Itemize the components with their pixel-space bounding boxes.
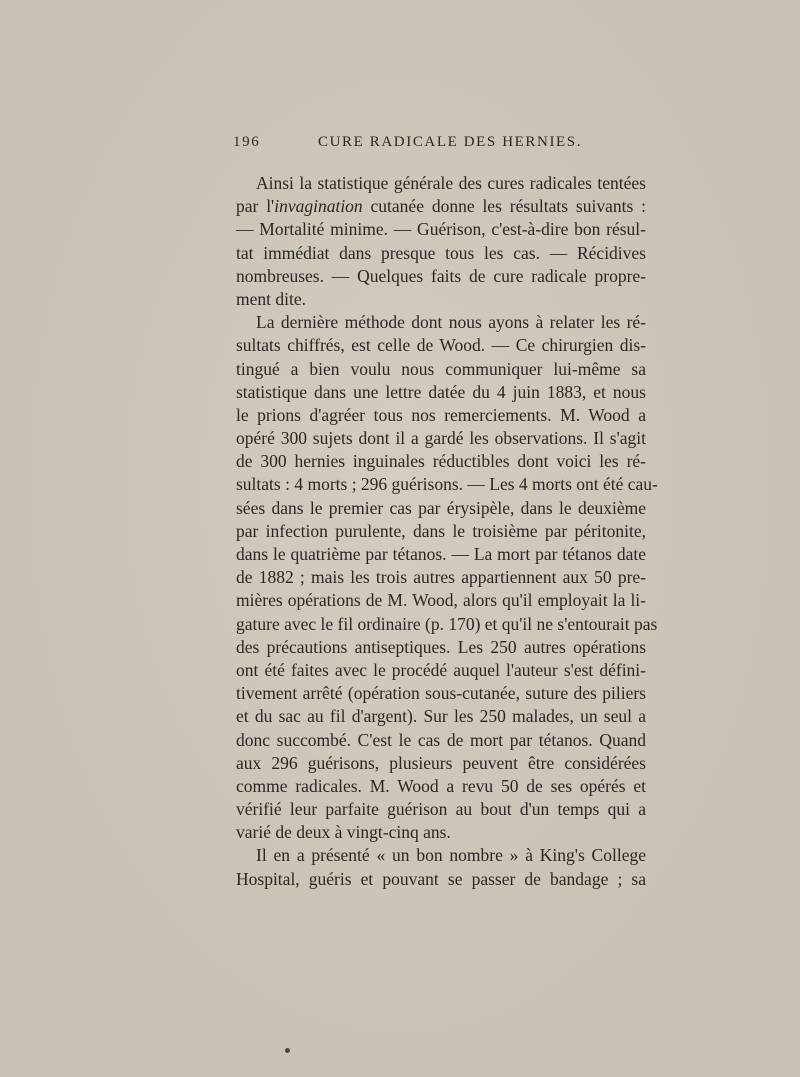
ink-speck	[285, 1048, 290, 1053]
text-line: tivement arrêté (opération sous-cutanée, suture des piliers	[236, 683, 646, 704]
text-line: de 300 hernies inguinales réductibles dont voici les ré-	[236, 451, 646, 472]
text-line: aux 296 guérisons, plusieurs peuvent être considérées	[236, 752, 646, 773]
text-line: Il en a présenté « un bon nombre » à King's College	[256, 845, 646, 866]
text-line: par infection purulente, dans le troisième par péritonite,	[236, 520, 646, 541]
page-header	[233, 134, 643, 156]
body-text	[236, 172, 658, 891]
text-line: et du sac au fil d'argent). Sur les 250 malades, un seul a	[236, 706, 646, 727]
text-line: des précautions antiseptiques. Les 250 autres opérations	[236, 636, 646, 657]
running-title: CURE RADICALE DES HERNIES.	[318, 134, 583, 150]
page-number: 196	[233, 134, 261, 150]
text-line: tingué a bien voulu nous communiquer lui-même sa	[236, 358, 646, 379]
text-line: vérifié leur parfaite guérison au bout d'un temps qui a	[236, 799, 646, 820]
text-line: tat immédiat dans presque tous les cas. — Récidives	[236, 242, 646, 263]
text-line: ment dite.	[236, 288, 306, 309]
text-line: sultats chiffrés, est celle de Wood. — Ce chirurgien dis-	[236, 335, 646, 356]
text-line: comme radicales. M. Wood a revu 50 de ses opérés et	[236, 775, 646, 796]
text-line: par l'invagination cutanée donne les résultats suivants :	[236, 196, 646, 217]
text-line: La dernière méthode dont nous ayons à relater les ré-	[256, 312, 646, 333]
text-line: Ainsi la statistique générale des cures radicales tentées	[256, 173, 646, 193]
text-line: statistique dans une lettre datée du 4 juin 1883, et nous	[236, 381, 646, 402]
text-line: Hospital, guéris et pouvant se passer de bandage ; sa	[236, 868, 646, 889]
text-line: de 1882 ; mais les trois autres appartiennent aux 50 pre-	[236, 567, 646, 588]
text-line: sées dans le premier cas par érysipèle, dans le deuxième	[236, 497, 646, 518]
italic-term: invagination	[274, 196, 363, 217]
text-line: dans le quatrième par tétanos. — La mort par tétanos date	[236, 544, 646, 564]
text-line: le prions d'agréer tous nos remerciements. M. Wood a	[236, 404, 646, 425]
text-line: ont été faites avec le procédé auquel l'auteur s'est défini-	[236, 659, 646, 680]
text-line: sultats : 4 morts ; 296 guérisons. — Les 4 morts ont été cau-	[236, 474, 658, 495]
text-line: mières opérations de M. Wood, alors qu'il employait la li-	[236, 590, 646, 611]
text-line: gature avec le fil ordinaire (p. 170) et qu'il ne s'entourait pas	[236, 613, 658, 634]
text-line: nombreuses. — Quelques faits de cure radicale propre-	[236, 265, 646, 286]
text-line: donc succombé. C'est le cas de mort par tétanos. Quand	[236, 729, 646, 750]
text-line: — Mortalité minime. — Guérison, c'est-à-dire bon résul-	[236, 219, 646, 240]
text-line: opéré 300 sujets dont il a gardé les observations. Il s'agit	[236, 428, 646, 449]
text-line: varié de deux à vingt-cinq ans.	[236, 822, 451, 843]
